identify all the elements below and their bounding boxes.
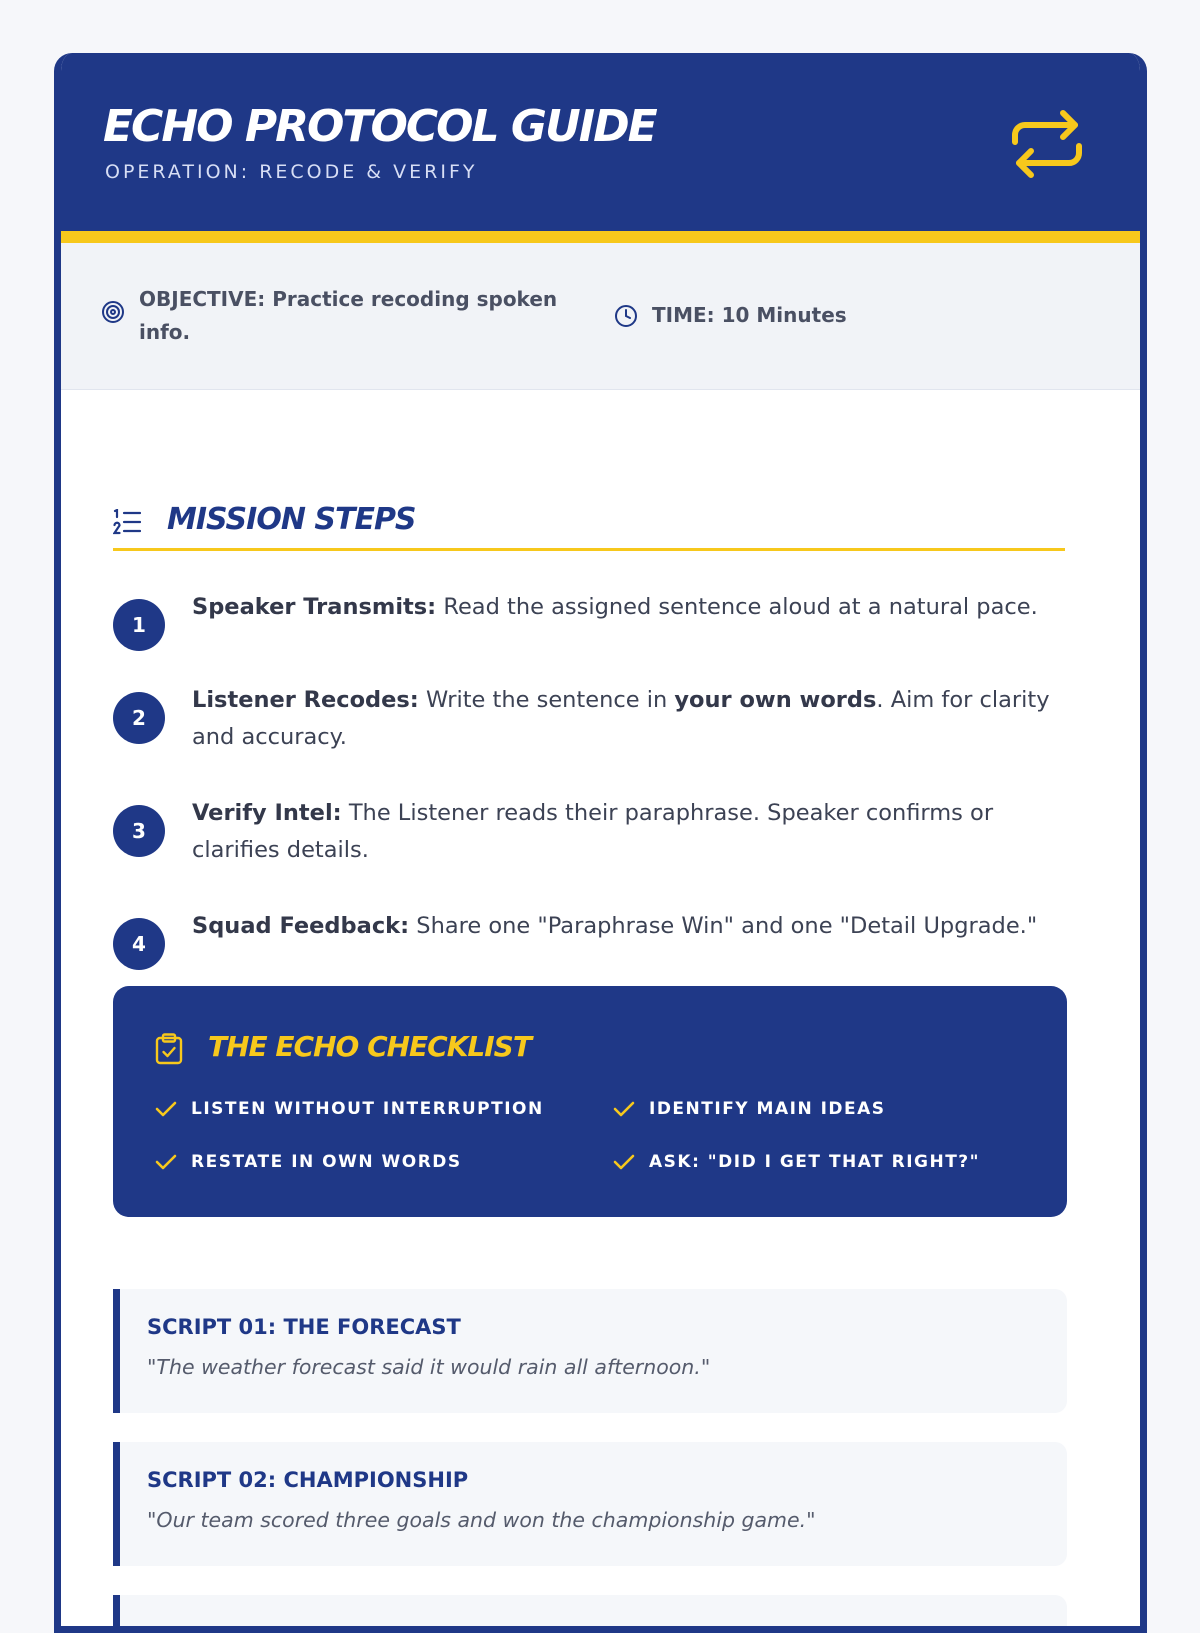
- step-description: Read the assigned sentence aloud at a natural pace.: [443, 594, 1038, 620]
- step-description: Write the sentence in: [425, 687, 668, 713]
- accent-stripe: [61, 231, 1140, 243]
- objective-text: OBJECTIVE: Practice recoding spoken info.: [139, 287, 558, 344]
- checklist-item-text: LISTEN WITHOUT INTERRUPTION: [191, 1099, 544, 1119]
- info-bar: [61, 243, 1140, 390]
- step-number: 3: [113, 805, 165, 857]
- time-info: [614, 299, 847, 332]
- step-number: 2: [113, 692, 165, 744]
- step-label: Listener Recodes:: [192, 687, 419, 713]
- echo-checklist: [113, 986, 1067, 1217]
- step-text: [192, 682, 1067, 756]
- step-label: Speaker Transmits:: [192, 594, 437, 620]
- checklist-item-text: RESTATE IN OWN WORDS: [191, 1152, 462, 1172]
- step-text: [192, 795, 1067, 869]
- check-icon: [613, 1153, 635, 1171]
- script-title: SCRIPT 02: CHAMPIONSHIP: [147, 1468, 469, 1492]
- step-label: Verify Intel:: [192, 800, 342, 826]
- checklist-item-text: IDENTIFY MAIN IDEAS: [649, 1099, 886, 1119]
- guide-card: [54, 53, 1147, 1633]
- mission-steps-heading: [113, 496, 1065, 551]
- step-description: The Listener reads their paraphrase. Speaker confirms or clarifies details.: [192, 800, 994, 863]
- step-number: 1: [113, 599, 165, 651]
- header: [61, 53, 1140, 231]
- target-icon: [101, 300, 125, 324]
- script-quote: "Our team scored three goals and won the championship game.": [147, 1508, 816, 1532]
- script-card: [113, 1442, 1067, 1566]
- step-text: [192, 589, 1067, 626]
- objective-info: [101, 283, 571, 349]
- check-icon: [613, 1100, 635, 1118]
- step-number: 4: [113, 918, 165, 970]
- checklist-item: [613, 1152, 980, 1172]
- swap-arrows-icon: [1011, 108, 1083, 180]
- checklist-title: THE ECHO CHECKLIST: [208, 1030, 531, 1063]
- clipboard-check-icon: [155, 1033, 183, 1065]
- step-description-end: . Aim for clarity and accuracy.: [192, 687, 1050, 750]
- script-quote: "The weather forecast said it would rain all afternoon.": [147, 1355, 711, 1379]
- checklist-item: [613, 1099, 886, 1119]
- script-card: [113, 1289, 1067, 1413]
- step-emphasis: your own words: [674, 687, 877, 713]
- checklist-item: [155, 1152, 462, 1172]
- numbered-list-icon: [113, 509, 141, 535]
- page-title: ECHO PROTOCOL GUIDE: [103, 101, 656, 152]
- checklist-item: [155, 1099, 544, 1119]
- step-label: Squad Feedback:: [192, 913, 410, 939]
- script-title: SCRIPT 01: THE FORECAST: [147, 1315, 461, 1339]
- step-description: Share one "Paraphrase Win" and one "Detail Upgrade.": [416, 913, 1038, 939]
- clock-icon: [614, 304, 638, 328]
- page-subtitle: OPERATION: RECODE & VERIFY: [105, 161, 478, 183]
- script-card-partial: [113, 1595, 1067, 1633]
- mission-steps-title: MISSION STEPS: [167, 502, 416, 537]
- time-text: TIME: 10 Minutes: [652, 303, 847, 327]
- check-icon: [155, 1153, 177, 1171]
- checklist-item-text: ASK: "DID I GET THAT RIGHT?": [649, 1152, 981, 1172]
- check-icon: [155, 1100, 177, 1118]
- step-text: [192, 908, 1067, 945]
